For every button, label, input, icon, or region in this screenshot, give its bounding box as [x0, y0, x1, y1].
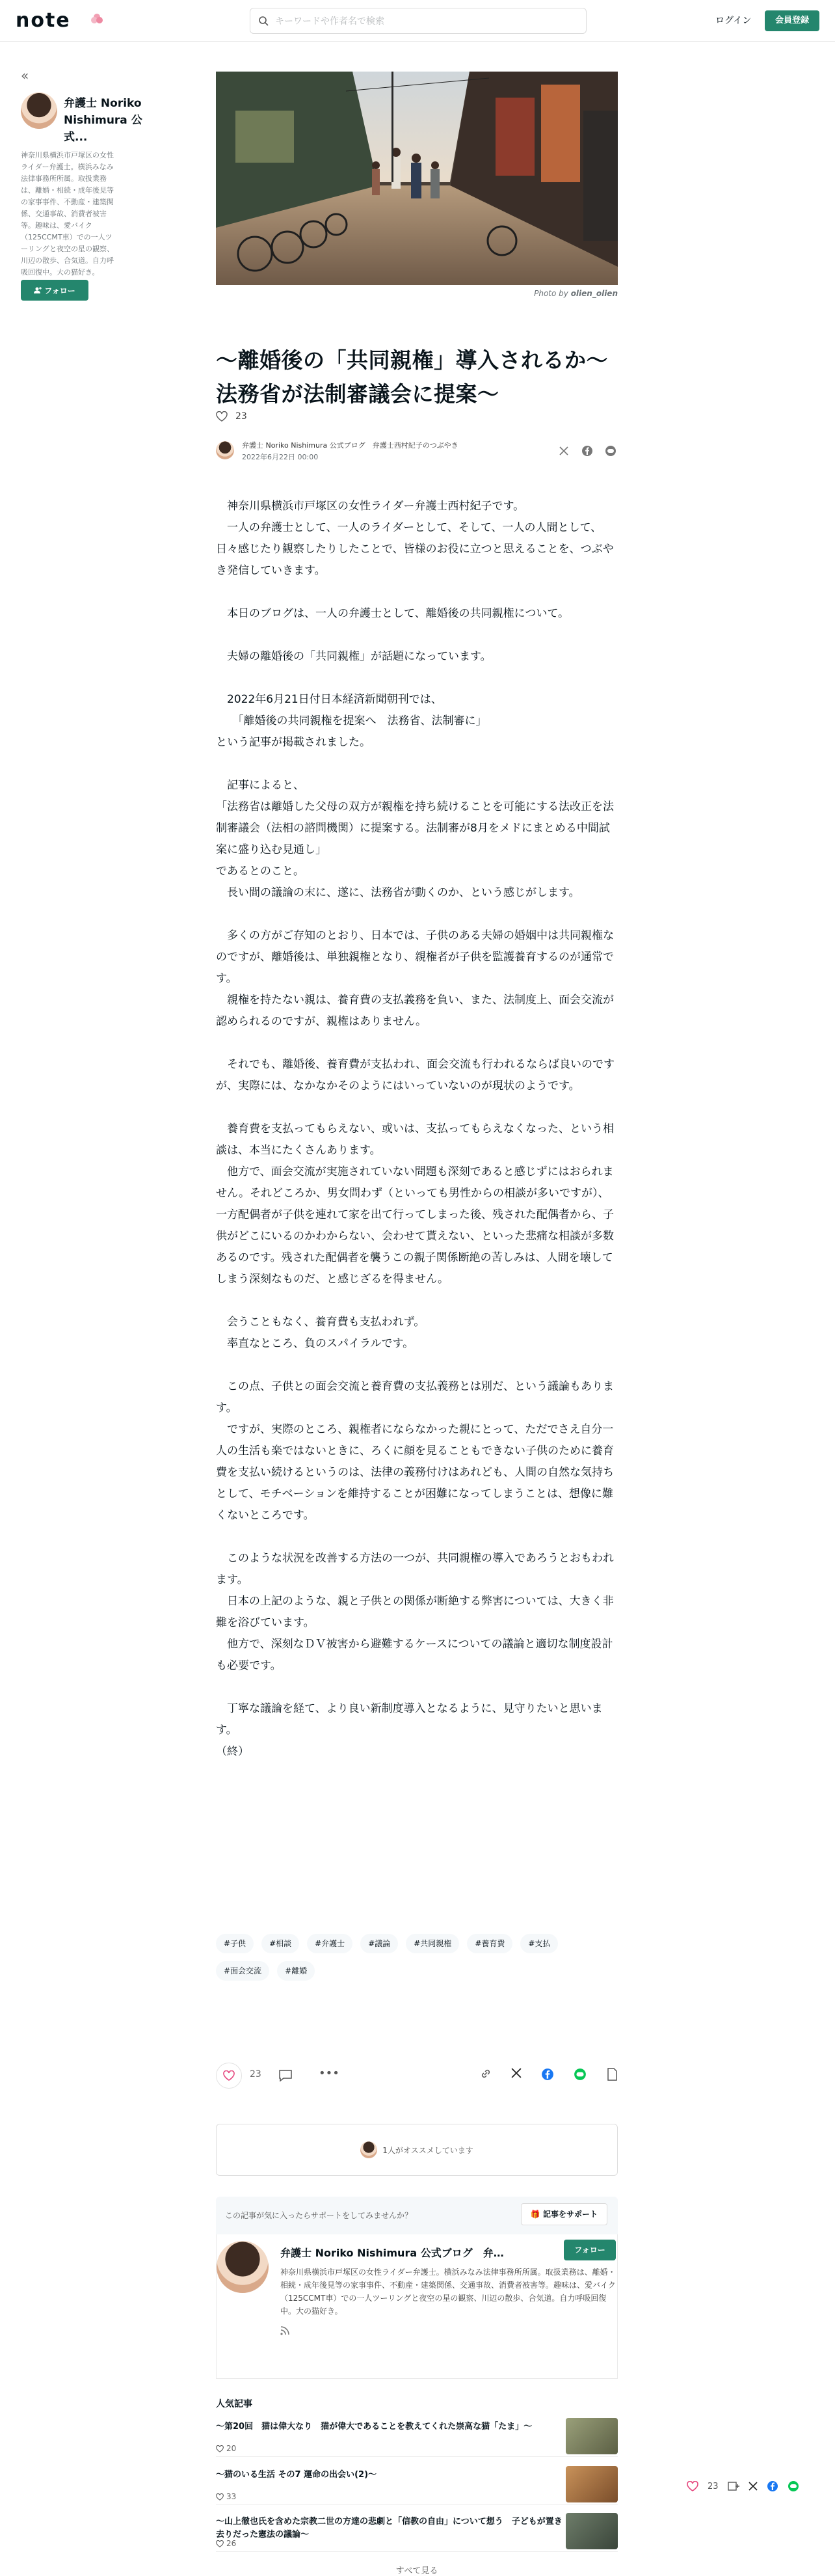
article-paragraph	[216, 1290, 618, 1312]
popular-likes	[216, 2492, 236, 2501]
author-magazine[interactable]: 弁護士 Noriko Nishimura 公式ブログ 弁護士西村紀子のつぶやき	[242, 441, 458, 450]
article-paragraph: 養育費を支払ってもらえない、或いは、支払ってもらえなくなった、という相談は、本当にたくさんあります。	[216, 1122, 614, 1157]
search-input[interactable]	[250, 8, 587, 34]
note-logo[interactable]: note	[16, 9, 71, 32]
thumbnail[interactable]	[566, 2466, 618, 2502]
page-title: 〜離婚後の「共同親権」導入されるか〜 法務省が法制審議会に提案〜	[216, 347, 608, 407]
heart-icon	[223, 2070, 235, 2081]
avatar	[360, 2141, 377, 2158]
article-paragraph	[216, 753, 618, 775]
article-paragraph: この点、子供との面会交流と養育費の支払義務とは別だ、という議論もあります。	[216, 1380, 614, 1415]
link-copy-icon[interactable]	[480, 2068, 492, 2083]
heart-icon	[216, 2493, 224, 2501]
article-paragraph	[216, 1033, 618, 1054]
share-buttons	[557, 444, 618, 458]
article-paragraph: 親権を持たない親は、養育費の支払義務を負い、また、法制度上、面会交流が認められるのですが、親権はありません。	[216, 994, 614, 1028]
photo-credit-prefix: Photo by	[534, 289, 571, 298]
article-body	[216, 496, 618, 1763]
article-paragraph: 多くの方がご存知のとおり、日本では、子供のある夫婦の婚姻中は共同親権なのですが、離婚後は、単独親権となり、親権者が子供を監護養育するのが通常です。	[216, 929, 614, 985]
article-paragraph: 一人の弁護士として、一人のライダーとして、そして、一人の人間として、日々感じたり観察したりしたことで、皆様のお役に立つと思えることを、つぶやき発信していきます。	[216, 521, 614, 577]
share-buttons	[480, 2068, 618, 2083]
list-item[interactable]	[216, 2513, 618, 2552]
popular-likes	[216, 2539, 236, 2548]
article-paragraph: 率直なところ、負のスパイラルです。	[216, 1337, 414, 1350]
article-actions	[216, 2063, 618, 2091]
hashtag[interactable]: #離婚	[277, 1961, 315, 1981]
article-paragraph	[216, 625, 618, 646]
article-paragraph: それでも、離婚後、養育費が支払われ、面会交流も行われるならば良いのですが、実際には、なかなかそのようにはいっていないのが現状のようです。	[216, 1058, 615, 1092]
support-question: この記事が気に入ったらサポートをしてみませんか？	[225, 2211, 413, 2220]
article-paragraph: 記事によると、	[216, 779, 304, 792]
support-section	[216, 2197, 618, 2379]
street-photo	[216, 72, 618, 285]
article-paragraph	[216, 668, 618, 689]
person-add-icon	[34, 286, 42, 294]
article-paragraph: 会うこともなく、養育費も支払われず。	[216, 1316, 425, 1329]
x-share-icon[interactable]	[557, 444, 571, 458]
line-share-icon[interactable]	[788, 2480, 799, 2492]
list-item[interactable]	[216, 2418, 618, 2457]
article-paragraph	[216, 1526, 618, 1548]
heart-icon	[216, 2445, 224, 2452]
login-link[interactable]: ログイン	[715, 16, 752, 26]
article-paragraph: 2022年6月21日付日本経済新聞朝刊では、	[216, 693, 442, 706]
x-share-icon[interactable]	[511, 2068, 522, 2083]
article-paragraph: 「離婚後の共同親権を提案へ 法務省、法制審に」	[216, 714, 487, 727]
popular-title[interactable]: 〜第20回 猫は偉大なり 猫が偉大であることを教えてくれた崇高な猫「たま」〜	[216, 2422, 533, 2432]
follow-button[interactable]: フォロー	[564, 2240, 616, 2260]
article-paragraph	[216, 904, 618, 925]
flower-logo-icon	[90, 12, 104, 26]
support-button[interactable]: 🎁 記事をサポート	[521, 2203, 607, 2225]
article-paragraph	[216, 1677, 618, 1698]
see-all-link[interactable]: すべて見る	[395, 2566, 438, 2576]
site-header	[0, 0, 835, 42]
recommend-box[interactable]	[216, 2124, 618, 2176]
article-paragraph: 本日のブログは、一人の弁護士として、離婚後の共同親権について。	[216, 607, 569, 620]
popular-title[interactable]: 〜猫のいる生活 その7 運命の出会い(2)〜	[216, 2470, 377, 2480]
article-paragraph: 丁寧な議論を経て、より良い新制度導入となるように、見守りたいと思います。	[216, 1702, 603, 1737]
hashtag[interactable]: #子供	[216, 1934, 254, 1953]
line-share-icon[interactable]	[574, 2068, 587, 2083]
facebook-share-icon[interactable]	[580, 444, 594, 458]
creator-description: 神奈川県横浜市戸塚区の女性ライダー弁護士。横浜みなみ法律事務所所属。取扱業務は、離婚・相続・成年後見等の家事事件、不動産・建築関係、交通事故、消費者被害等。趣味は、愛バイク（125CCMT車）での一人ツーリングと夜空の星の観察、川辺の散歩、合気道。自力呼吸回復中。大の猫好き。	[280, 2268, 616, 2316]
avatar[interactable]	[217, 2241, 269, 2293]
creator-name[interactable]: 弁護士 Noriko Nishimura 公式...	[64, 97, 142, 144]
embed-icon[interactable]	[606, 2068, 618, 2083]
article-paragraph: このような状況を改善する方法の一つが、共同親権の導入であろうとおもわれます。	[216, 1552, 614, 1586]
article-paragraph: ですが、実際のところ、親権者にならなかった親にとって、ただでさえ自分一人の生活も楽ではないときに、ろくに顔を見ることもできない子供のために養育費を支払い続けるというのは、法律の義務付けはあれども、人間の自然な気持ちとして、モチベーションを維持することが困難になってしまうことは、想像に難くないところです。	[216, 1423, 614, 1522]
article-paragraph	[216, 582, 618, 603]
popular-likes	[216, 2444, 236, 2453]
heart-icon	[216, 411, 228, 422]
x-share-icon[interactable]	[749, 2482, 758, 2491]
signup-button[interactable]: 会員登録	[765, 10, 819, 31]
heart-icon	[216, 2540, 224, 2547]
magazine-add-icon[interactable]	[728, 2481, 739, 2491]
rss-icon[interactable]	[280, 2325, 289, 2338]
like-count: 20	[226, 2444, 237, 2453]
hashtag[interactable]: #議論	[360, 1934, 398, 1953]
hero-image	[216, 72, 618, 285]
article-paragraph: 神奈川県横浜市戸塚区の女性ライダー弁護士西村紀子です。	[216, 500, 525, 513]
creator-card	[216, 2234, 618, 2379]
like-button[interactable]	[216, 2063, 242, 2089]
line-share-icon[interactable]	[603, 444, 618, 458]
like-count: 33	[226, 2492, 237, 2501]
article-paragraph: （終）	[216, 1745, 249, 1758]
author-line	[216, 439, 618, 465]
like-count: 23	[235, 411, 247, 422]
more-options-icon[interactable]: •••	[319, 2067, 339, 2080]
search-icon	[258, 16, 269, 26]
creator-name[interactable]: 弁護士 Noriko Nishimura 公式ブログ 弁…	[280, 2247, 504, 2259]
hashtag[interactable]: #共同親権	[406, 1934, 459, 1953]
like-count: 23	[250, 2069, 261, 2080]
search-placeholder: キーワードや作者名で検索	[275, 16, 384, 27]
avatar[interactable]	[216, 441, 234, 459]
photo-credit	[216, 289, 618, 298]
like-count: 23	[708, 2481, 719, 2491]
article-paragraph: 長い間の議論の末に、遂に、法務省が動くのか、という感じがします。	[216, 886, 580, 899]
recommend-text: 1人がオススメしています	[382, 2145, 473, 2155]
collapse-sidebar-icon[interactable]: «	[21, 68, 29, 83]
article-paragraph	[216, 1355, 618, 1376]
article-paragraph: 日本の上記のような、親と子供との関係が断絶する弊害については、大きく非難を浴びています。	[216, 1595, 614, 1629]
follow-button[interactable]	[21, 280, 88, 301]
hashtag[interactable]: #相談	[261, 1934, 299, 1953]
article-paragraph: 他方で、面会交流が実施されていない問題も深刻であると感じずにはおられません。それどころか、男女問わず（といっても男性からの相談が多いですが）、一方配偶者が子供を連れて家を出て行ってしまった後、残された配偶者から、子供がどこにいるのかわからない、会わせて貰えない、といった悲痛な相談が多数あるのです。残された配偶者を襲うこの親子関係断絶の苦しみは、人間を壊してしまう深刻なものだ、と感じざるを得ません。	[216, 1165, 614, 1286]
comment-icon[interactable]	[278, 2069, 293, 2085]
avatar[interactable]	[21, 92, 57, 129]
publish-date: 2022年6月22日 00:00	[242, 453, 319, 461]
hashtag[interactable]: #支払	[520, 1934, 558, 1953]
like-count: 26	[226, 2539, 237, 2548]
article-paragraph: 夫婦の離婚後の「共同親権」が話題になっています。	[216, 650, 492, 663]
like-summary[interactable]	[216, 411, 247, 422]
popular-title[interactable]: 〜山上徹也氏を含めた宗教二世の方達の悲劇と「信教の自由」について想う 子どもが置き去りだった憲法の議論〜	[216, 2517, 563, 2540]
floating-action-bar	[687, 2480, 799, 2492]
list-item[interactable]	[216, 2466, 618, 2505]
creator-description: 神奈川県横浜市戸塚区の女性ライダー弁護士。横浜みなみ法律事務所所属。取扱業務は、離婚・相続・成年後見等の家事事件、不動産・建築関係、交通事故、消費者被害等。趣味は、愛バイク（125CCMT車）での一人ツーリングと夜空の星の観察、川辺の散歩、合気道。自力呼吸回復中。大の猫好き。	[21, 151, 114, 277]
thumbnail[interactable]	[566, 2513, 618, 2549]
article-paragraph: 他方で、深刻なＤＶ被害から避難するケースについての議論と適切な制度設計も必要です。	[216, 1638, 613, 1672]
article-paragraph: 「法務省は離婚した父母の双方が親権を持ち続けることを可能にする法改正を法制審議会（法相の諮問機関）に提案する。法制審が8月をメドにまとめる中間試案に盛り込む見通し」	[216, 800, 614, 856]
article-paragraph	[216, 1097, 618, 1119]
article-paragraph: という記事が掲載されました。	[216, 736, 371, 749]
hashtag-list	[216, 1934, 618, 1981]
photo-credit-name[interactable]: olien_olien	[570, 289, 618, 298]
support-button-label: 記事をサポート	[542, 2210, 598, 2219]
hashtag[interactable]: #養育費	[467, 1934, 512, 1953]
thumbnail[interactable]	[566, 2418, 618, 2454]
facebook-share-icon[interactable]	[541, 2068, 554, 2083]
hashtag[interactable]: #弁護士	[307, 1934, 352, 1953]
follow-label: フォロー	[44, 286, 75, 295]
popular-heading: 人気記事	[216, 2399, 252, 2409]
heart-icon[interactable]	[687, 2481, 698, 2491]
article-paragraph: であるとのこと。	[216, 865, 304, 878]
facebook-share-icon[interactable]	[767, 2480, 778, 2492]
hashtag[interactable]: #面会交流	[216, 1961, 269, 1981]
